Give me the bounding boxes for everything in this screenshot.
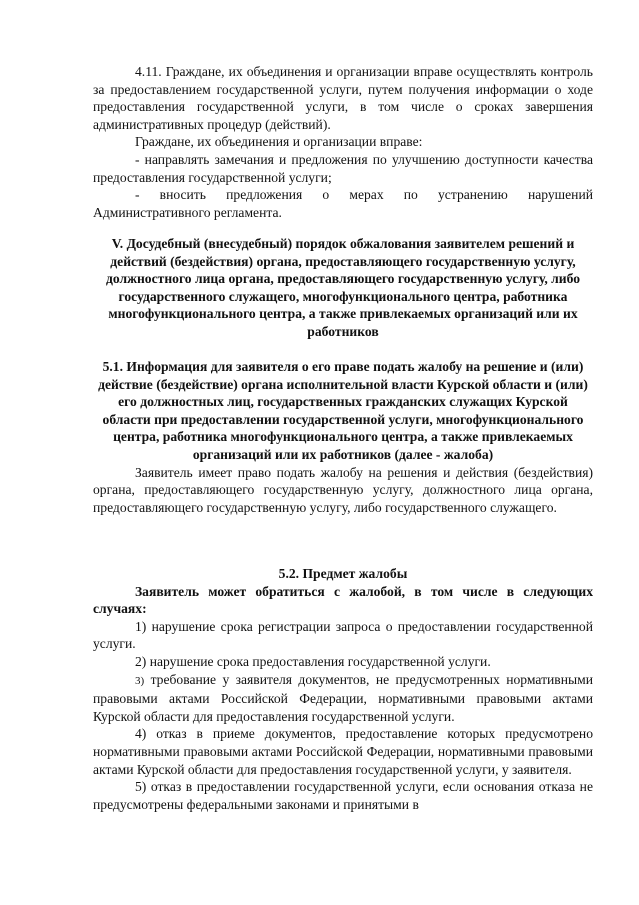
paragraph-4-11: 4.11. Граждане, их объединения и организации вправе осуществлять контроль за предоставлением государственной услуги, путем получения информации о ходе предоставления государственной услуги, в том числе о сроках завершения административных процедур (действий). [93,64,593,132]
section-5-2-heading: 5.2. Предмет жалобы [278,566,408,581]
list-item-3 [93,671,593,726]
list-item-2: 2) нарушение срока предоставления государственной услуги. [135,653,491,669]
section-4-block [93,63,593,221]
paragraph-5-2-lead: Заявитель может обратиться с жалобой, в том числе в следующих случаях: [93,583,593,617]
section-5-2-block [93,565,593,813]
section-5-1-block [93,358,593,516]
paragraph-rights-item-2: - вносить предложения о мерах по устранению нарушений Административного регламента. [93,187,593,220]
paragraph-rights-intro: Граждане, их объединения и организации вправе: [135,134,423,150]
section-5-1-heading: 5.1. Информация для заявителя о его праве подать жалобу на решение и (или) действие (бездействие) органа исполнительной власти Курской области и (или) его должностных лиц, государственных гражданских служащих Курской области при предоставлении государственной услуги, многофункционального центра, работника многофункционального центра, а также привлекаемых организаций или их работников (далее - жалоба) [98,359,588,462]
list-item-4: 4) отказ в приеме документов, предоставление которых предусмотрено нормативными правовыми актами Российской Федерации, нормативными правовыми актами Курской области для предоставления государственной услуги, у заявителя. [93,726,593,777]
paragraph-5-1-text: Заявитель имеет право подать жалобу на решения и действия (бездействия) органа, предоставляющего государственную услугу, должностного лица органа, предоставляющего государственную услугу, либо государственного служащего. [93,464,593,515]
section-5-heading: V. Досудебный (внесудебный) порядок обжалования заявителем решений и действий (бездействия) органа, предоставляющего государственную услугу, должностного лица органа, предоставляющего государственную услугу, либо государственного служащего, многофункционального центра, работника многофункционального центра, а также привлекаемых организаций или их работников [106,236,580,339]
list-item-5: 5) отказ в предоставлении государственной услуги, если основания отказа не предусмотрены федеральными законами и принятыми в [93,779,593,812]
paragraph-rights-item-1: - направлять замечания и предложения по улучшению доступности качества предоставления государственной услуги; [93,151,593,185]
list-item-1: 1) нарушение срока регистрации запроса о предоставлении государственной услуги. [93,618,593,652]
list-item-3-text: требование у заявителя документов, не предусмотренных нормативными правовыми актами Российской Федерации, нормативными правовыми актами Курской области для предоставления государственной услуги. [93,671,593,724]
section-5-heading-block [93,235,593,341]
list-item-3-number: 3) [135,674,145,687]
